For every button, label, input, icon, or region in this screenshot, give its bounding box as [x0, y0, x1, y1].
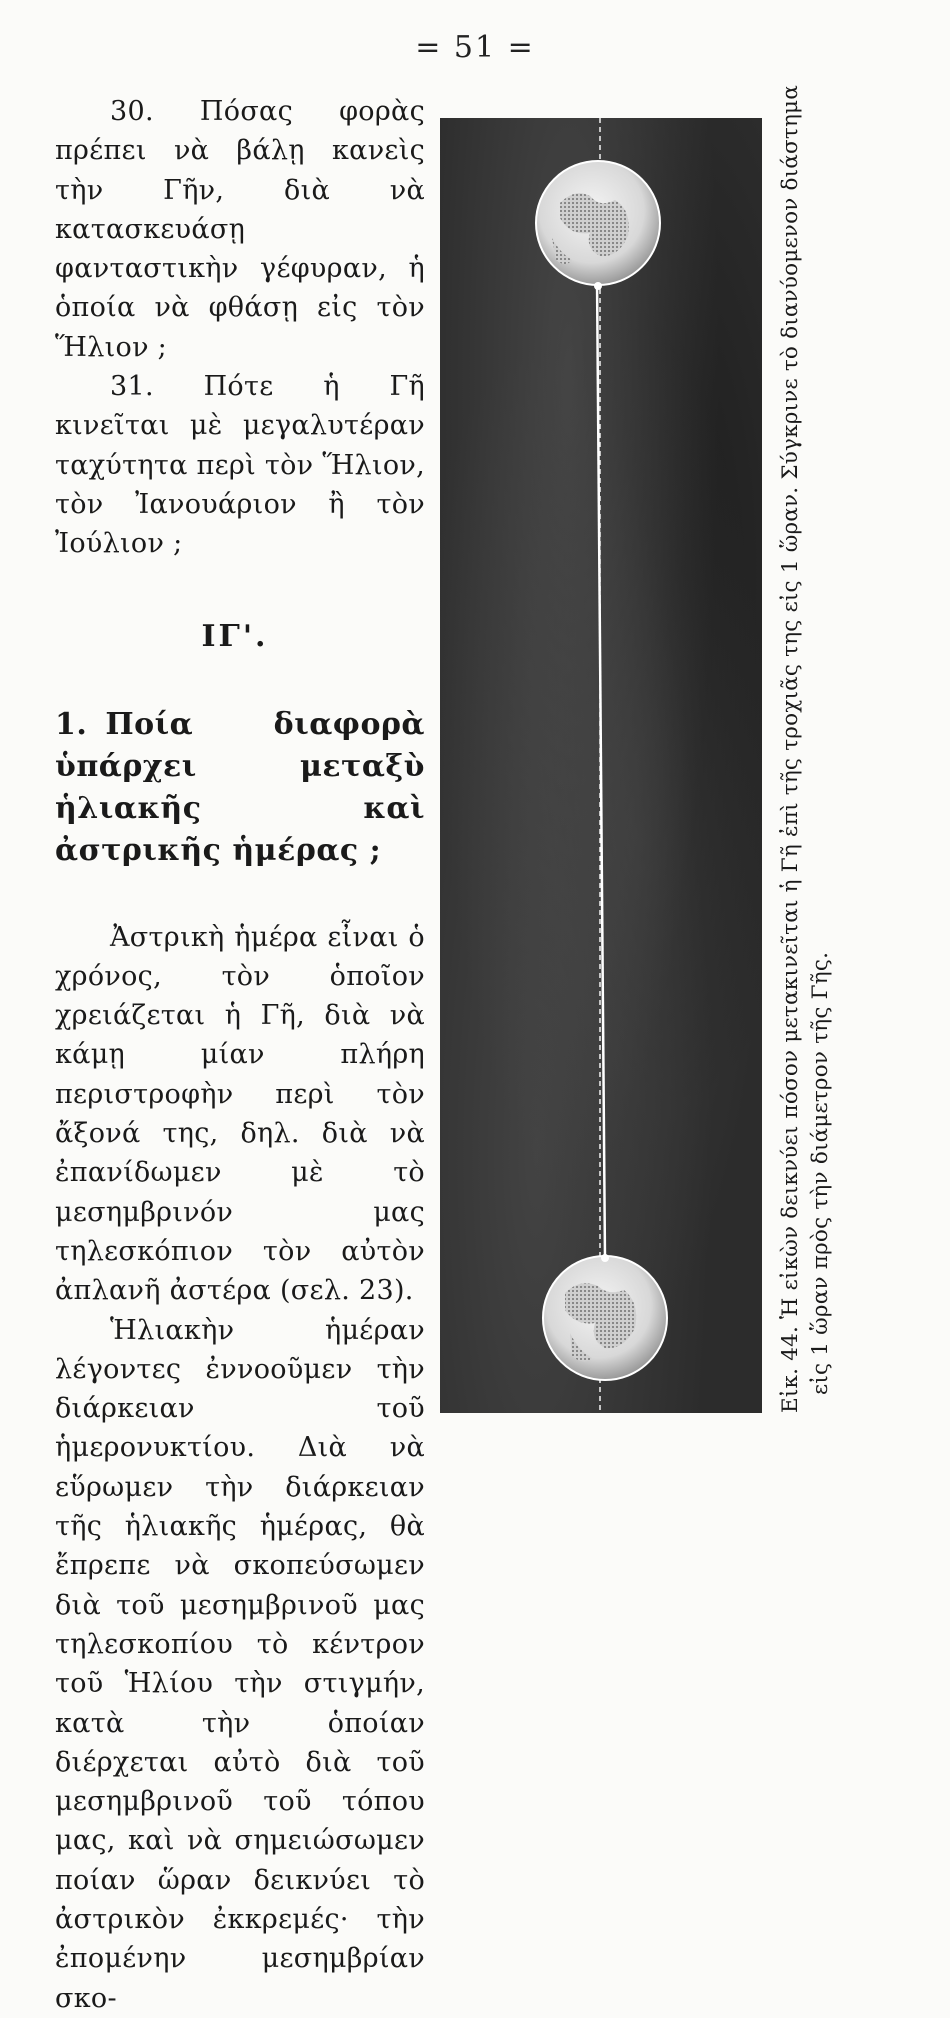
- caption-line-1: Εἰκ. 44. Ἡ εἰκὼν δεικνύει πόσον μετακινεῖται ἡ Γῆ ἐπὶ τῆς τροχιᾶς της εἰς 1 ὥραν. Σύγκρινε τὸ διανύομενον διάστημα: [778, 85, 803, 1413]
- page-number: = 51 =: [415, 30, 535, 65]
- earth-globe-top: [536, 161, 660, 290]
- question-31: 31. Πότε ἡ Γῆ κινεῖται μὲ μεγαλυτέραν ταχύτητα περὶ τὸν Ἥλιον, τὸν Ἰανουάριον ἢ τὸν Ἰούλιον ;: [55, 371, 425, 560]
- question-30: 30. Πόσας φορὰς πρέπει νὰ βάλῃ κανεὶς τὴν Γῆν, διὰ νὰ κατασκευάσῃ φανταστικὴν γέφυραν, ἡ ὁποία νὰ φθάσῃ εἰς τὸν Ἥλιον ;: [55, 96, 425, 363]
- question-heading: [55, 704, 425, 872]
- question-text: Ποία διαφορὰ ὑπάρχει μεταξὺ ἡλιακῆς καὶ ἀστρικῆς ἡμέρας ;: [55, 706, 425, 868]
- figure-caption: [770, 85, 920, 1413]
- text-column: [55, 92, 425, 2018]
- figure-44-earth-orbit: [440, 118, 762, 1413]
- caption-line-2: εἰς 1 ὥραν πρὸς τὴν διάμετρον τῆς Γῆς.: [808, 951, 833, 1395]
- paragraph-solar-day: Ἡλιακὴν ἡμέραν λέγοντες ἐννοοῦμεν τὴν διάρκειαν τοῦ ἡμερονυκτίου. Διὰ νὰ εὕρωμεν τὴν διάρκειαν τῆς ἡλιακῆς ἡμέρας, θὰ ἔπρεπε νὰ σκοπεύσωμεν διὰ τοῦ μεσημβρινοῦ μας τηλεσκοπίου τὸ κέντρον τοῦ Ἡλίου τὴν στιγμήν, κατὰ τὴν ὁποίαν διέρχεται αὐτὸ διὰ τοῦ μεσημβρινοῦ τοῦ τόπου μας, καὶ νὰ σημειώσωμεν ποίαν ὥραν δεικνύει τὸ ἀστρικὸν ἐκκρεμές· τὴν ἐπομένην μεσημβρίαν σκο-: [55, 1314, 425, 2014]
- orbit-path-line: [597, 278, 605, 1260]
- body-text: [55, 918, 425, 2018]
- figure-illustration: [440, 118, 762, 1413]
- paragraph-sidereal-day: Ἀστρικὴ ἡμέρα εἶναι ὁ χρόνος, τὸν ὁποῖον χρειάζεται ἡ Γῆ, διὰ νὰ κάμῃ μίαν πλήρη περιστροφὴν περὶ τὸν ἄξονά της, δηλ. διὰ νὰ ἐπανίδωμεν μὲ τὸ μεσημβρινόν μας τηλεσκόπιον τὸν αὐτὸν ἀπλανῆ ἀστέρα (σελ. 23).: [55, 921, 425, 1307]
- earth-globe-bottom: [543, 1254, 667, 1380]
- section-heading: ΙΓ'.: [201, 618, 269, 654]
- question-number: 1.: [55, 706, 88, 742]
